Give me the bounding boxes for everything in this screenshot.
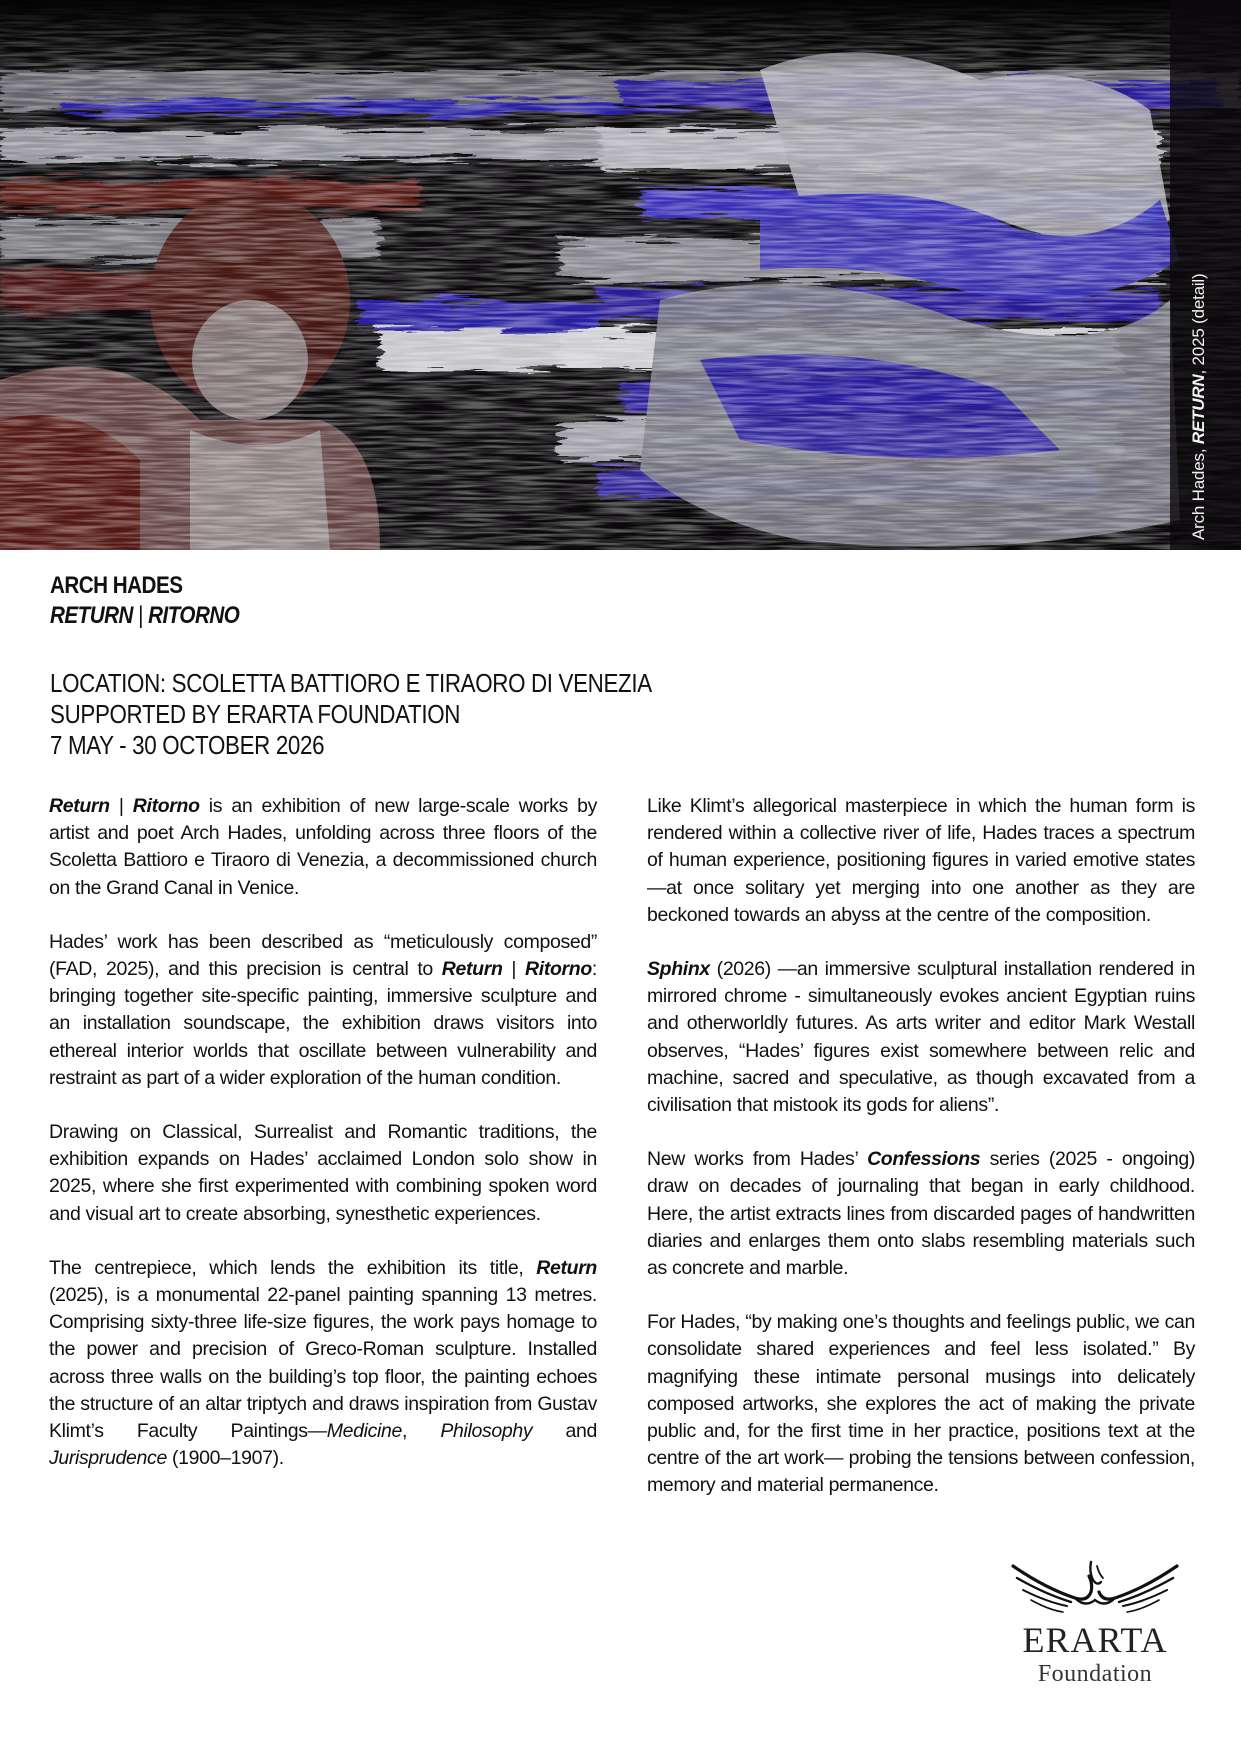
paragraph-sphinx <box>647 956 1195 1119</box>
phoenix-wings-icon <box>1005 1558 1185 1620</box>
hero-painting <box>0 0 1241 550</box>
title-italian: RITORNO <box>148 602 240 629</box>
paragraph-public: For Hades, “by making one’s thoughts and feelings public, we can consolidate shared experiences and feel less isolated.” By magnifying these intimate personal musings into delicately composed artworks, she explores the act of making the private public and, for the first time in her practice, positions text at the centre of the art work— probing the tensions between confession, memory and material permanence. <box>647 1311 1195 1497</box>
work-title: Ritorno <box>132 795 200 817</box>
painting-title: Jurisprudence <box>49 1447 167 1470</box>
credit-year: , 2025 (detail) <box>1189 273 1208 375</box>
painting-title: Medicine <box>326 1420 403 1443</box>
paragraph-precision <box>49 929 597 1092</box>
paragraph-text: series (2025 - ongoing) draw on decades of journaling that began in early childhood. Here, the artist extracts lines from discarded pages of handwritten diaries and enlarges them onto slabs resembling materials such as concrete and marble. <box>647 1148 1195 1280</box>
paragraph-text: : bringing together site-specific painting, immersive sculpture and an installation soundscape, the exhibition draws visitors into ethereal interior worlds that oscillate between vulnerability and restraint as part of a wider exploration of the human condition. <box>49 958 597 1089</box>
paragraph-text: and <box>532 1420 597 1443</box>
image-credit <box>1186 240 1212 540</box>
paragraph-text: Hades’ work has been described as “meticulously composed” (FAD, 2025), and this precision is central to <box>49 930 597 981</box>
exhibition-info <box>50 668 750 761</box>
paragraph-text: (2025), is a monumental 22-panel painting spanning 13 metres. Comprising sixty-three life-size figures, the work pays homage to the power and precision of Greco-Roman sculpture. Installed across three walls on the building’s top floor, the painting echoes the structure of an altar triptych and draws inspiration from Gustav Klimt’s Faculty Paintings— <box>49 1284 597 1443</box>
paragraph-text: , <box>402 1420 441 1443</box>
paragraph-intro <box>49 793 597 902</box>
logo-wordmark: ERARTA <box>1022 1620 1168 1660</box>
body-column-left <box>49 793 597 1499</box>
paragraph-traditions: Drawing on Classical, Surrealist and Romantic traditions, the exhibition expands on Hades’ acclaimed London solo show in 2025, where she first experimented with combining spoken word and visual art to create absorbing, synesthetic experiences. <box>49 1121 597 1225</box>
work-title: Return <box>49 795 110 817</box>
location: LOCATION: SCOLETTA BATTIORO E TIRAORO DI VENEZIA <box>50 668 652 698</box>
title-english: RETURN <box>50 602 133 629</box>
title-separator: | <box>109 795 133 817</box>
paragraph-centrepiece <box>49 1255 597 1473</box>
logo-subtitle: Foundation <box>1037 1661 1153 1687</box>
exhibition-header <box>50 571 750 761</box>
work-title: Confessions <box>867 1148 981 1171</box>
erarta-foundation-logo <box>995 1558 1195 1698</box>
artist-name: ARCH HADES <box>50 572 183 599</box>
work-title: Sphinx <box>647 958 710 981</box>
paragraph-confessions <box>647 1146 1195 1282</box>
work-title: Return <box>441 958 503 981</box>
paragraph-text: New works from Hades’ <box>647 1148 868 1171</box>
title-separator: | <box>138 602 143 629</box>
paragraph-klimt: Like Klimt’s allegorical masterpiece in which the human form is rendered within a collective river of life, Hades traces a spectrum of human experience, positioning figures in varied emotive states—at once solitary yet merging into one another as they are beckoned towards an abyss at the centre of the composition. <box>647 795 1195 926</box>
work-title: Return <box>536 1256 597 1279</box>
body-column-right <box>647 793 1195 1527</box>
painting-title: Philosophy <box>440 1420 533 1443</box>
exhibition-title <box>50 601 652 631</box>
paragraph-text: (2026) —an immersive sculptural installation rendered in mirrored chrome - simultaneously evokes ancient Egyptian ruins and otherworldly futures. As arts writer and editor Mark Westall observes, “Hades’ figures exist somewhere between relic and machine, sacred and speculative, as though excavated from a civilisation that mistook its gods for aliens”. <box>647 958 1195 1117</box>
credit-work-title: RETURN <box>1189 374 1208 445</box>
paragraph-text: is an exhibition of new large-scale works by artist and poet Arch Hades, unfolding across three floors of the Scoletta Battioro e Tiraoro di Venezia, a decommissioned church on the Grand Canal in Venice. <box>49 795 597 899</box>
dates: 7 MAY - 30 OCTOBER 2026 <box>50 730 325 760</box>
title-separator: | <box>502 958 526 981</box>
painting-image <box>0 0 1241 550</box>
paragraph-text: (1900–1907). <box>166 1447 284 1470</box>
paragraph-text: The centrepiece, which lends the exhibition its title, <box>49 1256 537 1279</box>
work-title: Ritorno <box>525 958 592 981</box>
credit-artist: Arch Hades, <box>1189 448 1208 540</box>
supporter: SUPPORTED BY ERARTA FOUNDATION <box>50 699 461 729</box>
